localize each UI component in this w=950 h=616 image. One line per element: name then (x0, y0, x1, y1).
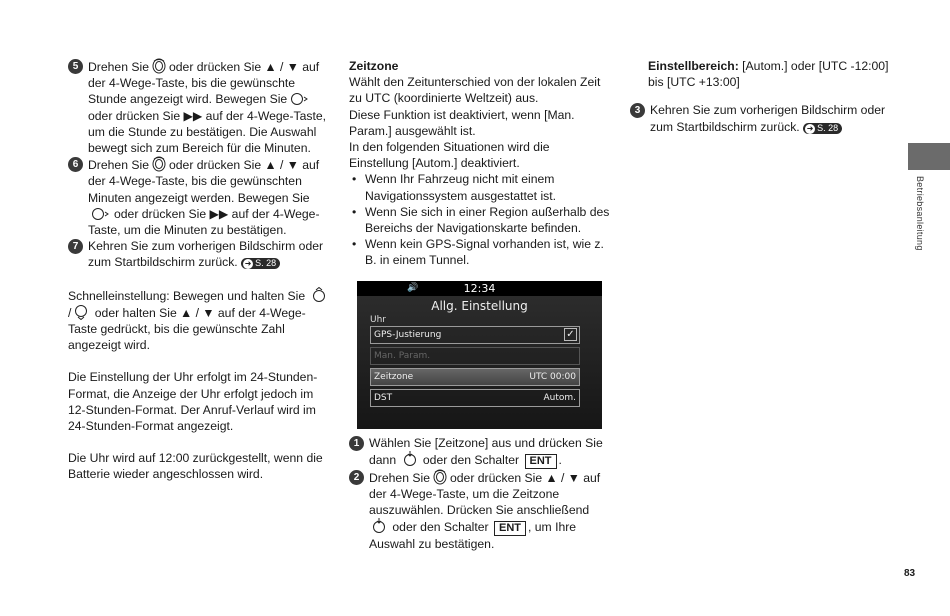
menu-row-gps[interactable]: GPS-Justierung ✓ (370, 326, 580, 344)
fast-forward-icon: ▶▶ (209, 206, 229, 221)
clock: 12:34 (463, 281, 496, 295)
situation-list (349, 171, 611, 268)
left-column (68, 58, 330, 483)
list-item: • Wenn Ihr Fahrzeug nicht mit einem Navigationssystem ausgestattet ist. (349, 171, 611, 203)
down-arrow-icon: ▼ (567, 470, 580, 485)
up-arrow-icon: ▲ (264, 158, 277, 173)
menu-row-timezone[interactable]: Zeitzone UTC 00:00 (370, 368, 580, 386)
dial-press-icon (403, 451, 417, 467)
status-bar (357, 281, 602, 296)
interface-dial-icon (433, 469, 447, 485)
step-number: 1 (349, 436, 364, 451)
dial-move-up-icon (312, 287, 326, 303)
checkbox-checked-icon[interactable]: ✓ (564, 328, 577, 341)
quick-setting-note: Schnelleinstellung: Bewegen und halten Sie / oder halten Sie ▲ / ▼ auf der 4-Wege-Taste gedrückt, bis die gewünschte Zahl angezeigt wird. (68, 287, 330, 354)
screen-title: Allg. Einstellung (431, 298, 528, 313)
section-tab (908, 143, 950, 170)
ent-button-label: ENT (494, 521, 526, 536)
settings-screen (357, 281, 602, 429)
list-item: • Wenn kein GPS-Signal vorhanden ist, wie z. B. in einem Tunnel. (349, 236, 611, 268)
step-number: 2 (349, 470, 364, 485)
up-arrow-icon: ▲ (264, 60, 277, 74)
page-reference-link[interactable]: ➜ S. 28 (803, 123, 842, 134)
screen-section-label: Uhr (370, 314, 386, 325)
up-arrow-icon: ▲ (180, 305, 193, 320)
up-arrow-icon: ▲ (545, 470, 558, 485)
arrow-right-icon: ➜ (244, 259, 252, 269)
step-6: 6 Drehen Sie oder drücken Sie ▲ / ▼ auf der 4-Wege-Taste, bis die gewünschten Minuten angezeigt werden. Bewegen Sie oder drücken Sie ▶▶ auf der 4-Wege-Taste, um die Minuten zu bestätigen. (68, 156, 330, 238)
step-7: 7 Kehren Sie zum vorherigen Bildschirm oder zum Startbildschirm zurück. ➜ S. 28 (68, 238, 330, 270)
page-reference-link[interactable]: ➜ S. 28 (241, 258, 280, 269)
down-arrow-icon: ▼ (202, 305, 215, 320)
ent-button-label: ENT (525, 454, 557, 469)
step-number: 5 (68, 59, 83, 74)
right-column (630, 58, 892, 135)
dial-move-down-icon (74, 304, 88, 320)
menu-row-manual[interactable]: Man. Param. (370, 347, 580, 365)
step-2: 2 Drehen Sie oder drücken Sie ▲ / ▼ auf der 4-Wege-Taste, um die Zeitzone auszuwählen. Drücken Sie anschließend oder den Schalter ENT , um Ihre Auswahl zu bestätigen. (349, 469, 611, 553)
battery-reset-note: Die Uhr wird auf 12:00 zurückgestellt, wenn die Batterie wieder angeschlossen wird. (68, 451, 323, 482)
setting-range: Einstellbereich: [Autom.] oder [UTC -12:00] bis [UTC +13:00] (648, 59, 889, 90)
middle-column: Zeitzone Wählt den Zeitunterschied von der lokalen Zeit zu UTC (koordinierte Weltzeit) aus. Diese Funktion ist deaktiviert, wenn [Man. Param.] ausgewählt ist. In den folgenden Situationen wird die Einstellung [Autom.] deaktiviert. • Wenn Ihr Fahrzeug nicht mit einem Navigationssystem ausgestattet ist. • Wenn Sie sich in einer Region außerhalb des Bereichs der Navigationskarte befinden. • Wenn kein GPS-Signal vorhanden ist, wie z. B. in einem Tunnel. 🔊 12:34 Allg. Einstellung Uhr GPS-Justierung ✓ Man. Param. Zeitzone UTC 00:00 DST Autom. 1 Wählen Sie [Zeitzone] aus und drücken Sie dann oder den Schalter ENT . 2 Drehen Sie oder drücken Sie ▲ / ▼ auf der 4-Wege-Taste, um die Zeitzone auszuwählen. Drücken Sie anschließend oder den Schalter ENT , um Ihre Auswahl zu bestätigen. (349, 58, 611, 553)
step-1: 1 Wählen Sie [Zeitzone] aus und drücken Sie dann oder den Schalter ENT . (349, 435, 611, 469)
interface-dial-icon (152, 156, 166, 172)
step-5: 5 Drehen Sie oder drücken Sie ▲ / ▼ auf der 4-Wege-Taste, bis die gewünschte Stunde angezeigt wird. Bewegen Sie oder drücken Sie ▶▶ auf der 4-Wege-Taste, um die Stunde zu bestätigen. Die Auswahl bewegt sich zum Bereich für die Minuten. (68, 58, 330, 156)
section-heading: Zeitzone (349, 59, 399, 73)
section-side-label: Betriebsanleitung (915, 176, 926, 251)
step-number: 6 (68, 157, 83, 172)
page-number: 83 (904, 568, 916, 579)
down-arrow-icon: ▼ (286, 60, 299, 74)
volume-icon: 🔊 (407, 282, 419, 293)
step-number: 3 (630, 103, 645, 118)
list-item: • Wenn Sie sich in einer Region außerhalb des Bereichs der Navigationskarte befinden. (349, 204, 611, 236)
arrow-right-icon: ➜ (806, 123, 814, 133)
step-number: 7 (68, 239, 83, 254)
step-3: 3 Kehren Sie zum vorherigen Bildschirm oder zum Startbildschirm zurück. ➜ S. 28 (630, 102, 892, 134)
clock-format-note: Die Einstellung der Uhr erfolgt im 24-Stunden-Format, die Anzeige der Uhr erfolgt jedoch im 12-Stunden-Format. Der Anruf-Verlauf wird im 24-Stunden-Format angezeigt. (68, 370, 318, 434)
interface-dial-icon (152, 58, 166, 74)
dial-move-right-icon (290, 92, 310, 106)
fast-forward-icon: ▶▶ (183, 108, 203, 123)
dial-move-right-icon (91, 207, 111, 221)
dial-press-icon (372, 518, 386, 534)
menu-row-dst[interactable]: DST Autom. (370, 389, 580, 407)
down-arrow-icon: ▼ (286, 158, 299, 173)
